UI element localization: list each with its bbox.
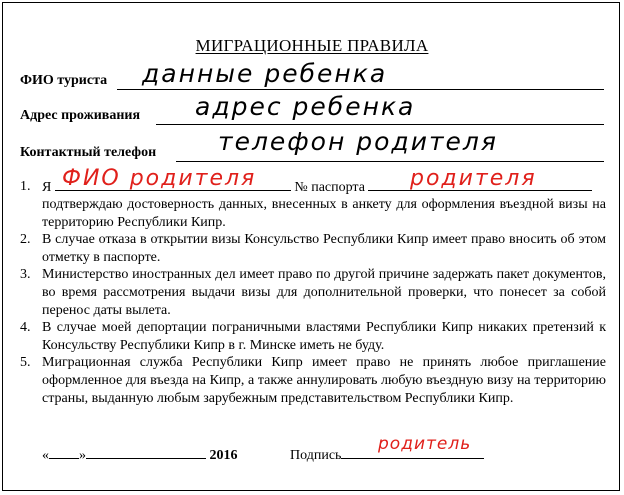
rule-2-text: В случае отказа в открытии визы Консульство Республики Кипр имеет право вносить об этом отметку в паспорте. xyxy=(42,232,606,265)
rule-1-text: подтверждаю достоверность данных, внесенных в анкету для оформления въездной визы на территорию Республики Кипр. xyxy=(42,197,606,230)
phone-handwriting: телефон родителя xyxy=(218,127,498,156)
rules-list xyxy=(20,178,606,407)
tourist-name-line xyxy=(117,89,604,90)
rule-3-text: Министерство иностранных дел имеет право по другой причине задержать пакет документов, во время рассмотрения выдачи визы для дополнительной проверки, что понесет за собой перенос даты вылета. xyxy=(42,267,606,318)
rule-5-text: Миграционная служба Республики Кипр имеет право не принять любое приглашение оформленное для въезда на Кипр, а также аннулировать любую въездную визу на территорию страны, выданную любым зарубежным представительством Республики Кипр. xyxy=(42,355,606,406)
parent-name-handwriting: ФИО родителя xyxy=(62,166,257,191)
date-year: 2016 xyxy=(209,448,238,463)
signature-handwriting: родитель xyxy=(378,434,472,454)
date-open-quote: « xyxy=(42,448,49,463)
rule-item-2: 2. В случае отказа в открытии визы Консульство Республики Кипр имеет право вносить об этом отметку в паспорте. xyxy=(20,232,606,265)
rule-item-4: 4. В случае моей депортации пограничными властями Республики Кипр никаких претензий к Консульству Республики Кипр в г. Минске иметь не буду. xyxy=(20,320,606,353)
signature-label: Подпись xyxy=(290,448,342,463)
date-month-line[interactable] xyxy=(86,446,206,459)
address-label: Адрес проживания xyxy=(20,108,141,123)
tourist-name-handwriting: данные ребенка xyxy=(142,59,388,88)
address-handwriting: адрес ребенка xyxy=(195,92,416,121)
rule-4-text: В случае моей депортации пограничными властями Республики Кипр никаких претензий к Консульству Республики Кипр в г. Минске иметь не буду. xyxy=(42,320,606,353)
passport-label: № паспорта xyxy=(294,180,365,195)
address-line xyxy=(156,124,604,125)
tourist-name-label: ФИО туриста xyxy=(20,73,108,88)
phone-line xyxy=(176,161,604,162)
rule-item-1: 1. Я № паспорта подтверждаю достоверность данных, внесенных в анкету для оформления въездной визы на территорию Республики Кипр. xyxy=(20,179,606,230)
date-day-line[interactable] xyxy=(49,446,79,459)
rule-item-5: 5. Миграционная служба Республики Кипр имеет право не принять любое приглашение оформленное для въезда на Кипр, а также аннулировать любую въездную визу на территорию страны, выданную любым зарубежным представительством Республики Кипр. xyxy=(20,355,606,406)
form-title: МИГРАЦИОННЫЕ ПРАВИЛА xyxy=(195,36,429,55)
rule-1-ya: Я xyxy=(42,180,52,195)
date-field[interactable] xyxy=(42,446,238,464)
rule-item-3: 3. Министерство иностранных дел имеет право по другой причине задержать пакет документов, во время рассмотрения выдачи визы для дополнительной проверки, что понесет за собой перенос даты вылета. xyxy=(20,267,606,318)
phone-label: Контактный телефон xyxy=(20,145,157,160)
passport-handwriting: родителя xyxy=(410,166,537,191)
date-close-quote: » xyxy=(79,448,86,463)
